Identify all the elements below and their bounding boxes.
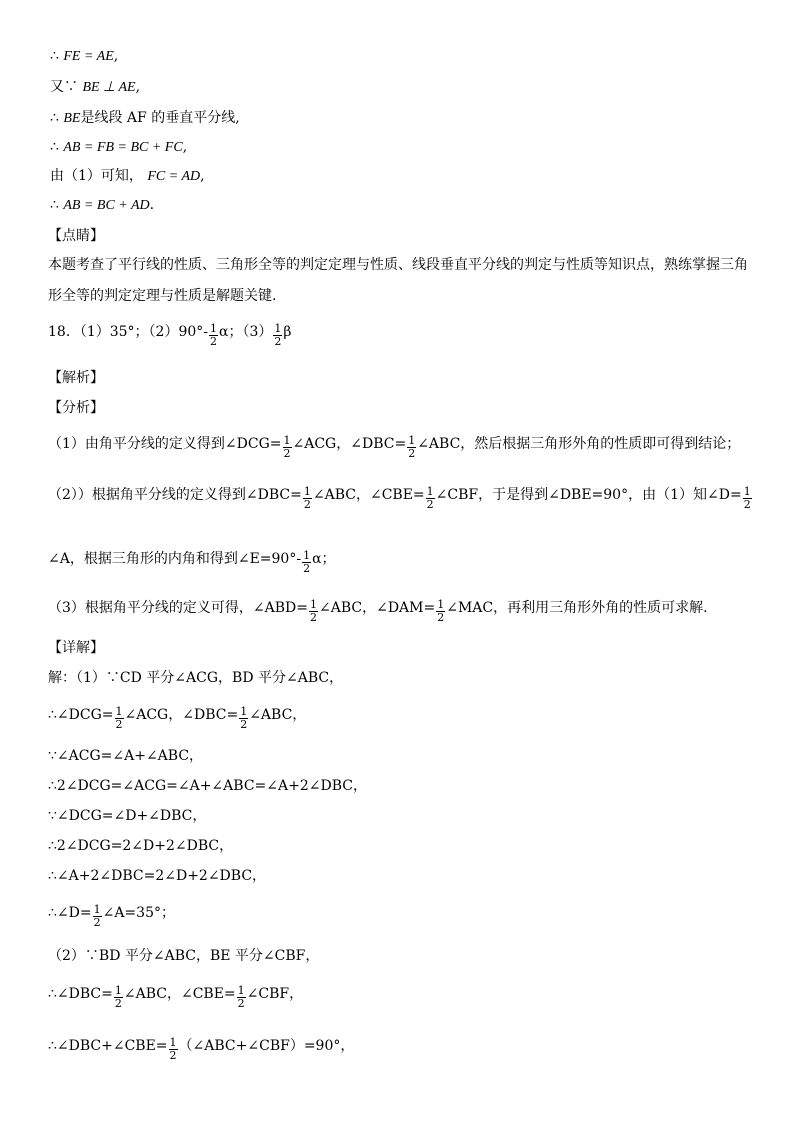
fraction-half: $\frac{1}{2}$ — [115, 705, 123, 731]
fraction-half: $\frac{1}{2}$ — [426, 485, 434, 511]
solution-line-11: ∴∠DBC+∠CBE= $\frac{1}{2}$ （∠ABC+∠CBF）=90°， — [48, 1036, 355, 1062]
solution-line-10: ∴∠DBC= $\frac{1}{2}$ ∠ABC，∠CBE= $\frac{1}{2}$ ∠CBF， — [48, 984, 304, 1010]
dianjing-heading: 【点睛】 — [48, 228, 104, 244]
proof-line-1: ∴ FE = AE, — [50, 48, 119, 64]
fraction-half: $\frac{1}{2}$ — [114, 984, 122, 1010]
solution-line-7: ∴∠A+2∠DBC=2∠D+2∠DBC， — [48, 868, 267, 884]
fraction-half: $\frac{1}{2}$ — [240, 705, 248, 731]
fenxi-p2: （2））根据角平分线的定义得到∠DBC= $\frac{1}{2}$ ∠ABC，∠CBE= $\frac{1}{2}$ ∠CBF，于是得到∠DBE=90°，由（1）知∠D= $\frac{1}{2}$ — [48, 485, 751, 511]
solution-line-5: ∵∠DCG=∠D+∠DBC， — [48, 808, 207, 824]
solution-line-1: 解：（1）∵CD 平分∠ACG，BD 平分∠ABC， — [48, 670, 344, 686]
fraction-half: $\frac{1}{2}$ — [303, 485, 311, 511]
solution-line-4: ∴2∠DCG=∠ACG=∠A+∠ABC=∠A+2∠DBC， — [48, 778, 367, 794]
fraction-half: $\frac{1}{2}$ — [310, 598, 317, 624]
xiangjie-heading: 【详解】 — [48, 640, 104, 656]
solution-line-9: （2）∵BD 平分∠ABC，BE 平分∠CBF， — [48, 948, 320, 964]
fenxi-p3: （3）根据角平分线的定义可得，∠ABD= $\frac{1}{2}$ ∠ABC，∠DAM= $\frac{1}{2}$ ∠MAC，再利用三角形外角的性质可求解. — [48, 598, 708, 624]
fraction-half: $\frac{1}{2}$ — [274, 322, 282, 348]
proof-line-3: ∴ BE是线段 AF 的垂直平分线, — [50, 110, 240, 126]
fenxi-p2-cont: ∠A，根据三角形的内角和得到∠E=90°- $\frac{1}{2}$ α； — [48, 549, 336, 575]
fraction-half: $\frac{1}{2}$ — [437, 598, 445, 624]
solution-line-2: ∴∠DCG= $\frac{1}{2}$ ∠ACG，∠DBC= $\frac{1}{2}$ ∠ABC， — [48, 705, 307, 731]
fraction-half: $\frac{1}{2}$ — [303, 549, 311, 575]
jiexi-heading: 【解析】 — [48, 370, 104, 386]
fenxi-p1: （1）由角平分线的定义得到∠DCG= $\frac{1}{2}$ ∠ACG，∠DBC= $\frac{1}{2}$ ∠ABC，然后根据三角形外角的性质即可得到结论； — [48, 434, 741, 460]
solution-line-8: ∴∠D= $\frac{1}{2}$ ∠A=35°； — [48, 903, 175, 929]
dianjing-text: 本题考查了平行线的性质、三角形全等的判定定理与性质、线段垂直平分线的判定与性质等知识点，熟练掌握三角形全等的判定定理与性质是解题关键. — [48, 257, 748, 304]
fraction-half: $\frac{1}{2}$ — [210, 322, 217, 348]
fraction-half: $\frac{1}{2}$ — [743, 485, 751, 511]
proof-line-5: 由（1）可知， FC = AD, — [50, 168, 205, 184]
solution-line-6: ∴2∠DCG=2∠D+2∠DBC， — [48, 838, 234, 854]
fraction-half: $\frac{1}{2}$ — [169, 1036, 177, 1062]
fraction-half: $\frac{1}{2}$ — [408, 434, 416, 460]
proof-line-4: ∴ AB = FB = BC + FC, — [50, 139, 188, 155]
proof-line-2: 又∵ BE ⊥ AE, — [50, 79, 141, 95]
proof-line-6: ∴ AB = BC + AD. — [50, 197, 155, 213]
q18-answer: 18．（1）35°；（2）90°- $\frac{1}{2}$ α；（3） $\frac{1}{2}$ β — [48, 322, 292, 348]
fraction-half: $\frac{1}{2}$ — [283, 434, 291, 460]
fraction-half: $\frac{1}{2}$ — [237, 984, 245, 1010]
fraction-half: $\frac{1}{2}$ — [93, 903, 101, 929]
solution-line-3: ∵∠ACG=∠A+∠ABC， — [48, 748, 204, 764]
fenxi-heading: 【分析】 — [48, 400, 104, 416]
